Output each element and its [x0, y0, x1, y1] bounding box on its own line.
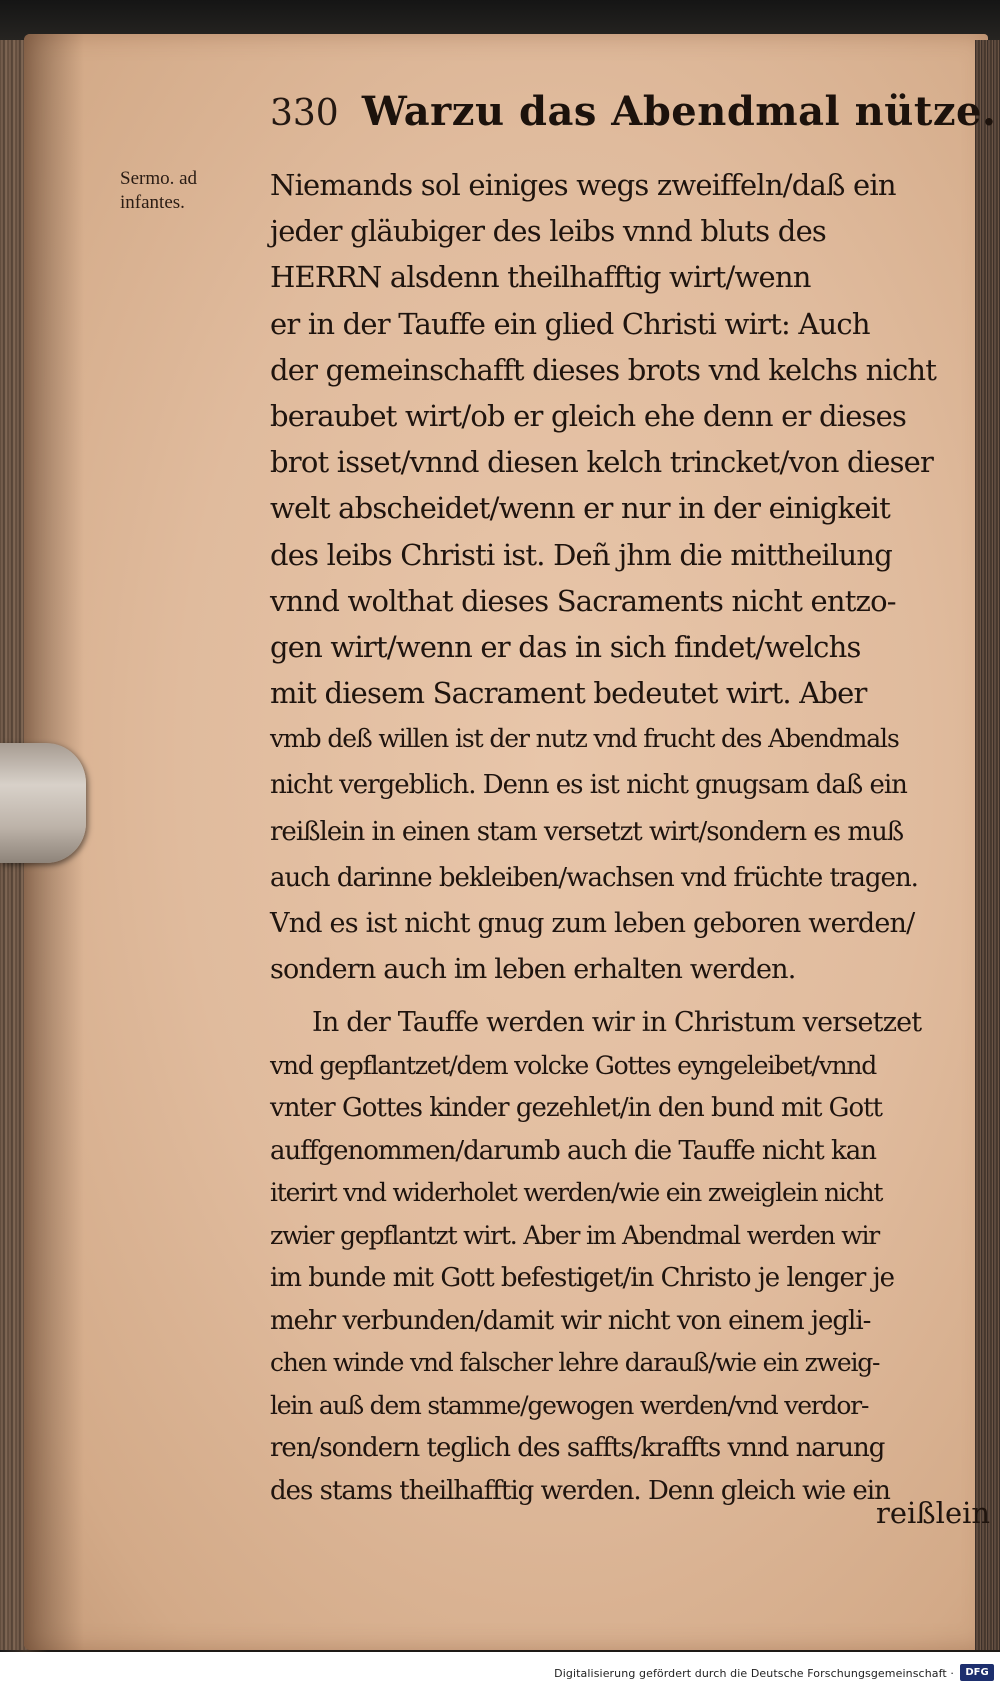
- text-line: Vnd es ist nicht gnug zum leben geboren werden/: [270, 908, 915, 939]
- text-line: mehr verbunden/damit wir nicht von einem jegli-: [270, 1305, 871, 1336]
- margin-note: [120, 167, 250, 215]
- page-header: [270, 88, 997, 148]
- margin-note-line: Sermo. ad: [120, 168, 198, 189]
- text-line: lein auß dem stamme/gewogen werden/vnd verdor-: [270, 1390, 869, 1420]
- text-line: ren/sondern teglich des saffts/kraffts vnnd narung: [270, 1433, 885, 1463]
- dfg-logo-icon: DFG: [960, 1664, 994, 1681]
- text-line: der gemeinschafft dieses brots vnd kelchs nicht: [270, 352, 937, 387]
- footer-credit: Digitalisierung gefördert durch die Deutsche Forschungsgemeinschaft ·: [554, 1667, 954, 1680]
- text-line: vnd gepflantzet/dem volcke Gottes eyngeleibet/vnnd: [270, 1050, 877, 1080]
- text-line: HERRN alsdenn theilhafftig wirt/wenn: [270, 260, 811, 295]
- text-line: gen wirt/wenn er das in sich findet/welchs: [270, 629, 861, 664]
- text-line: jeder gläubiger des leibs vnnd bluts des: [270, 214, 827, 249]
- text-line: mit diesem Sacrament bedeutet wirt. Aber: [270, 676, 867, 711]
- text-line: iterirt vnd widerholet werden/wie ein zweiglein nicht: [270, 1178, 883, 1207]
- text-line: sondern auch im leben erhalten werden.: [270, 954, 796, 986]
- text-line: brot isset/vnnd diesen kelch trincket/von dieser: [270, 445, 934, 480]
- text-line: Niemands sol einiges wegs zweiffeln/daß ein: [270, 168, 896, 202]
- book-clamp-icon: [0, 743, 86, 863]
- text-line: im bunde mit Gott befestiget/in Christo je lenger je: [270, 1263, 895, 1293]
- text-line: welt abscheidet/wenn er nur in der einigkeit: [270, 491, 891, 526]
- text-line: In der Tauffe werden wir in Christum versetzet: [312, 1007, 922, 1038]
- paragraph-1: [270, 162, 980, 993]
- text-line: des leibs Christi ist. Deñ jhm die mittheilung: [270, 537, 892, 572]
- margin-note-line: infantes.: [120, 192, 185, 213]
- text-line: vnter Gottes kinder gezehlet/in den bund mit Gott: [270, 1093, 882, 1123]
- text-line: beraubet wirt/ob er gleich ehe denn er dieses: [270, 398, 907, 433]
- text-line: reißlein in einen stam versetzt wirt/sondern es muß: [270, 816, 904, 847]
- page-number: 330: [270, 93, 339, 134]
- text-line: nicht vergeblich. Denn es ist nicht gnugsam daß ein: [270, 770, 907, 801]
- text-line: des stams theilhafftig werden. Denn gleich wie ein: [270, 1475, 890, 1506]
- digitization-footer: [0, 1652, 1000, 1689]
- text-line: er in der Tauffe ein glied Christi wirt: Auch: [270, 306, 870, 341]
- text-line: vnnd wolthat dieses Sacraments nicht entzo-: [270, 583, 896, 618]
- paragraph-2: [270, 1002, 980, 1512]
- text-line: zwier gepflantzt wirt. Aber im Abendmal werden wir: [270, 1220, 880, 1250]
- text-line: auffgenommen/darumb auch die Tauffe nicht kan: [270, 1135, 876, 1166]
- running-head: Warzu das Abendmal nütze.: [361, 88, 997, 135]
- text-line: auch darinne bekleiben/wachsen vnd früchte tragen.: [270, 862, 918, 893]
- text-line: vmb deß willen ist der nutz vnd frucht des Abendmals: [270, 724, 899, 754]
- catchword: reißlein: [876, 1496, 991, 1530]
- text-line: chen winde vnd falscher lehre darauß/wie ein zweig-: [270, 1348, 880, 1377]
